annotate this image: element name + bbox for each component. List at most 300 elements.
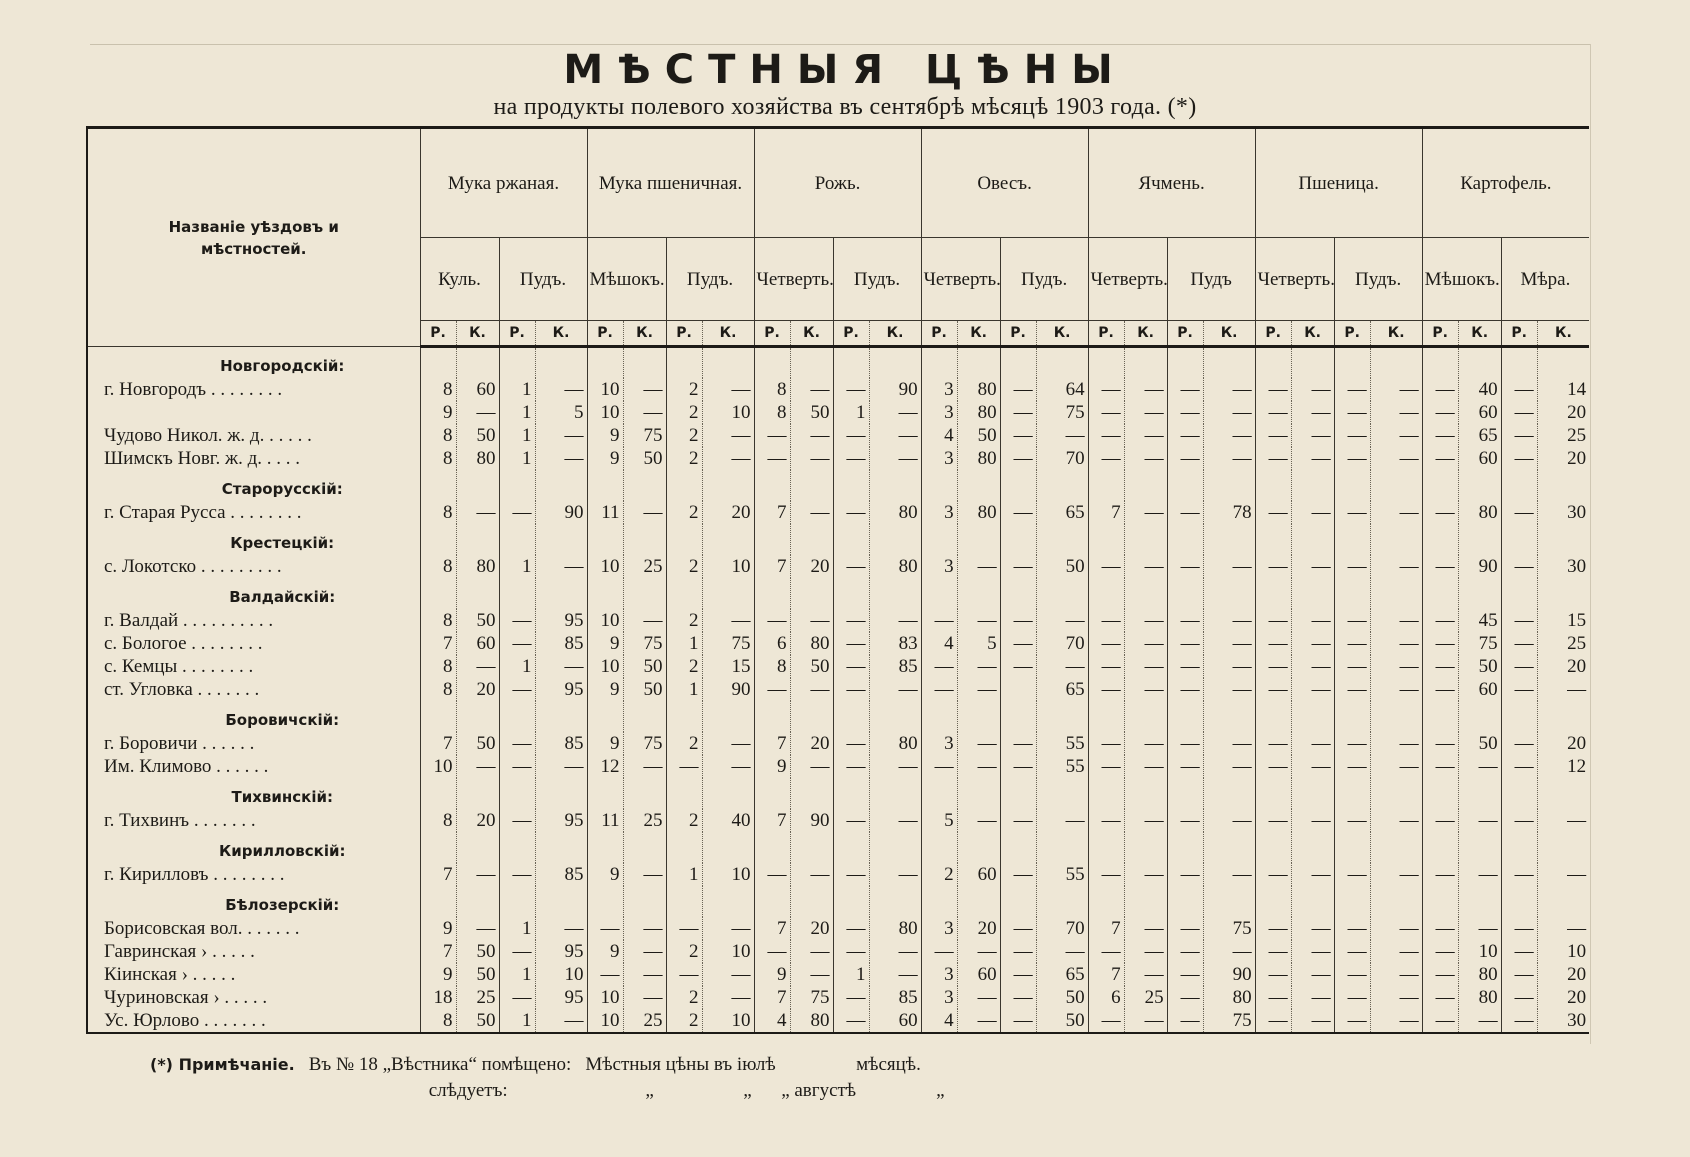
place-name: г. Старая Русса . . . . . . . .	[87, 501, 420, 524]
price-rubles: —	[1167, 678, 1203, 701]
price-rubles: —	[1334, 447, 1370, 470]
empty-cell	[1458, 578, 1501, 609]
kopecks-header: К.	[1458, 321, 1501, 347]
price-rubles: —	[1088, 447, 1124, 470]
empty-cell	[1088, 778, 1124, 809]
table-row	[87, 401, 1589, 424]
price-kopecks: 30	[1537, 1009, 1589, 1033]
price-rubles: 7	[754, 555, 790, 578]
price-kopecks: —	[1370, 378, 1422, 401]
prices-table	[86, 126, 1589, 1034]
empty-cell	[456, 578, 499, 609]
empty-cell	[1291, 778, 1334, 809]
table-row	[87, 678, 1589, 701]
price-kopecks: —	[1124, 447, 1167, 470]
price-kopecks: —	[1203, 940, 1255, 963]
price-kopecks: —	[1291, 732, 1334, 755]
empty-cell	[1124, 578, 1167, 609]
rubles-header: Р.	[1088, 321, 1124, 347]
price-rubles: —	[1088, 401, 1124, 424]
table-row	[87, 755, 1589, 778]
price-kopecks: 80	[1458, 501, 1501, 524]
kopecks-header: К.	[535, 321, 587, 347]
place-name: с. Бологое . . . . . . . .	[87, 632, 420, 655]
empty-cell	[1291, 832, 1334, 863]
price-kopecks: 10	[702, 555, 754, 578]
empty-cell	[1124, 524, 1167, 555]
empty-cell	[921, 701, 957, 732]
empty-cell	[1255, 832, 1291, 863]
place-name: Кiинская › . . . . .	[87, 963, 420, 986]
empty-cell	[499, 886, 535, 917]
empty-cell	[420, 778, 456, 809]
price-kopecks: —	[702, 447, 754, 470]
empty-cell	[499, 578, 535, 609]
price-kopecks: 83	[869, 632, 921, 655]
empty-cell	[869, 524, 921, 555]
price-kopecks: —	[869, 863, 921, 886]
price-rubles: —	[1501, 1009, 1537, 1033]
footnote-line1-b: Мѣстныя цѣны въ іюлѣ	[585, 1054, 776, 1075]
price-rubles: 3	[921, 555, 957, 578]
price-rubles: 9	[587, 447, 623, 470]
price-kopecks: —	[535, 1009, 587, 1033]
price-kopecks: 80	[869, 501, 921, 524]
empty-cell	[869, 778, 921, 809]
price-kopecks: —	[1203, 755, 1255, 778]
rubles-header: Р.	[1422, 321, 1458, 347]
price-kopecks: —	[1124, 678, 1167, 701]
empty-cell	[1000, 524, 1036, 555]
price-kopecks: —	[1370, 609, 1422, 632]
price-rubles: —	[833, 863, 869, 886]
empty-cell	[623, 347, 666, 379]
price-rubles: 1	[499, 401, 535, 424]
price-rubles: —	[1167, 917, 1203, 940]
price-kopecks: —	[1203, 447, 1255, 470]
table-row	[87, 632, 1589, 655]
empty-cell	[869, 701, 921, 732]
price-rubles: 7	[1088, 917, 1124, 940]
price-rubles: —	[1422, 378, 1458, 401]
price-rubles: 7	[754, 917, 790, 940]
price-kopecks: —	[1124, 424, 1167, 447]
price-rubles: —	[499, 678, 535, 701]
price-kopecks: —	[623, 609, 666, 632]
price-kopecks: —	[1124, 655, 1167, 678]
price-kopecks: 20	[1537, 986, 1589, 1009]
rubles-header: Р.	[754, 321, 790, 347]
empty-cell	[754, 832, 790, 863]
empty-cell	[1203, 347, 1255, 379]
place-name: ст. Угловка . . . . . . .	[87, 678, 420, 701]
price-kopecks: 25	[1537, 632, 1589, 655]
table-row	[87, 986, 1589, 1009]
price-kopecks: 90	[1203, 963, 1255, 986]
price-rubles: 9	[587, 863, 623, 886]
price-kopecks: 80	[790, 1009, 833, 1033]
price-rubles: —	[1422, 501, 1458, 524]
price-kopecks: —	[1291, 378, 1334, 401]
price-kopecks: —	[702, 609, 754, 632]
empty-cell	[666, 886, 702, 917]
price-kopecks: —	[1291, 986, 1334, 1009]
price-rubles: —	[1255, 555, 1291, 578]
price-rubles: —	[1088, 755, 1124, 778]
empty-cell	[1167, 578, 1203, 609]
price-rubles: —	[1000, 555, 1036, 578]
price-rubles: —	[499, 863, 535, 886]
unit-header: Мѣшокъ.	[587, 238, 666, 321]
price-rubles: 3	[921, 447, 957, 470]
price-kopecks: 5	[535, 401, 587, 424]
price-rubles: —	[833, 424, 869, 447]
empty-cell	[1291, 347, 1334, 379]
empty-cell	[1036, 886, 1088, 917]
price-rubles: —	[1000, 447, 1036, 470]
footnote-line2-e: „	[936, 1080, 945, 1101]
price-rubles: 3	[921, 917, 957, 940]
table-row	[87, 609, 1589, 632]
empty-cell	[1370, 347, 1422, 379]
price-kopecks: 65	[1458, 424, 1501, 447]
empty-cell	[1422, 832, 1458, 863]
empty-cell	[833, 578, 869, 609]
empty-cell	[1537, 778, 1589, 809]
price-rubles: —	[1501, 678, 1537, 701]
region-row	[87, 778, 1589, 809]
price-kopecks: 78	[1203, 501, 1255, 524]
price-rubles: —	[1088, 940, 1124, 963]
empty-cell	[833, 524, 869, 555]
empty-cell	[535, 347, 587, 379]
empty-cell	[1458, 524, 1501, 555]
price-kopecks: —	[623, 378, 666, 401]
price-rubles: 3	[921, 501, 957, 524]
price-kopecks: —	[702, 917, 754, 940]
empty-cell	[921, 578, 957, 609]
price-kopecks: —	[1370, 424, 1422, 447]
footnote	[150, 1052, 945, 1104]
price-kopecks: —	[1203, 632, 1255, 655]
price-kopecks: 25	[1124, 986, 1167, 1009]
price-rubles: —	[1422, 986, 1458, 1009]
price-rubles: 4	[921, 424, 957, 447]
empty-cell	[456, 347, 499, 379]
unit-header: Пудъ.	[1334, 238, 1422, 321]
price-rubles: 9	[587, 940, 623, 963]
price-kopecks: —	[1537, 809, 1589, 832]
price-rubles: —	[1000, 401, 1036, 424]
empty-cell	[1537, 470, 1589, 501]
price-rubles: —	[833, 632, 869, 655]
price-rubles: —	[1334, 424, 1370, 447]
region-name: Старорусскій:	[87, 470, 420, 501]
empty-cell	[1088, 578, 1124, 609]
price-rubles: —	[1088, 655, 1124, 678]
price-rubles: 3	[921, 401, 957, 424]
empty-cell	[587, 778, 623, 809]
price-rubles: —	[1000, 424, 1036, 447]
price-rubles: —	[1255, 963, 1291, 986]
price-rubles: 7	[1088, 501, 1124, 524]
empty-cell	[666, 701, 702, 732]
price-kopecks: —	[1370, 963, 1422, 986]
price-kopecks: 80	[456, 447, 499, 470]
empty-cell	[1458, 701, 1501, 732]
empty-cell	[1167, 470, 1203, 501]
price-rubles: 8	[420, 555, 456, 578]
price-rubles: 7	[420, 863, 456, 886]
empty-cell	[1458, 347, 1501, 379]
empty-cell	[957, 886, 1000, 917]
price-rubles: —	[1255, 755, 1291, 778]
empty-cell	[957, 578, 1000, 609]
price-rubles: —	[1501, 609, 1537, 632]
empty-cell	[921, 886, 957, 917]
empty-cell	[1334, 578, 1370, 609]
price-rubles: —	[1167, 863, 1203, 886]
price-kopecks: —	[1291, 863, 1334, 886]
price-rubles: —	[1334, 609, 1370, 632]
empty-cell	[535, 886, 587, 917]
table-row	[87, 940, 1589, 963]
empty-cell	[754, 470, 790, 501]
price-rubles: —	[1000, 940, 1036, 963]
price-rubles: 9	[420, 917, 456, 940]
price-rubles: —	[1000, 609, 1036, 632]
price-kopecks: 60	[957, 863, 1000, 886]
price-kopecks: —	[623, 917, 666, 940]
empty-cell	[957, 470, 1000, 501]
price-rubles: 18	[420, 986, 456, 1009]
empty-cell	[702, 524, 754, 555]
region-row	[87, 470, 1589, 501]
empty-cell	[1334, 886, 1370, 917]
table-body	[87, 347, 1589, 1034]
empty-cell	[1334, 347, 1370, 379]
price-kopecks: —	[1124, 632, 1167, 655]
price-kopecks: 80	[790, 632, 833, 655]
kopecks-header: К.	[702, 321, 754, 347]
empty-cell	[921, 832, 957, 863]
price-rubles: —	[833, 986, 869, 1009]
price-kopecks: 65	[1036, 678, 1088, 701]
price-kopecks: —	[1124, 1009, 1167, 1033]
price-kopecks: —	[535, 917, 587, 940]
price-rubles: —	[1255, 609, 1291, 632]
price-kopecks: —	[869, 809, 921, 832]
price-kopecks: 85	[535, 863, 587, 886]
empty-cell	[1167, 832, 1203, 863]
price-kopecks: —	[1036, 940, 1088, 963]
price-kopecks: —	[702, 378, 754, 401]
price-kopecks: —	[1124, 378, 1167, 401]
product-header-barley: Ячмень.	[1088, 128, 1255, 238]
empty-cell	[1255, 470, 1291, 501]
price-kopecks: 50	[790, 655, 833, 678]
price-kopecks: —	[1203, 401, 1255, 424]
place-name: Шимскъ Новг. ж. д. . . . .	[87, 447, 420, 470]
price-rubles	[1000, 678, 1036, 701]
price-kopecks: 75	[623, 424, 666, 447]
price-rubles: —	[1088, 555, 1124, 578]
empty-cell	[833, 701, 869, 732]
empty-cell	[623, 778, 666, 809]
price-rubles: —	[499, 732, 535, 755]
price-kopecks: —	[1291, 755, 1334, 778]
page-title: МѢСТНЫЯ ЦѢНЫ	[563, 47, 1127, 93]
empty-cell	[1537, 347, 1589, 379]
price-kopecks: 15	[1537, 609, 1589, 632]
price-kopecks: 75	[1036, 401, 1088, 424]
price-rubles: —	[1000, 755, 1036, 778]
price-rubles: —	[833, 678, 869, 701]
price-rubles: 10	[587, 655, 623, 678]
empty-cell	[1167, 701, 1203, 732]
unit-header: Четверть.	[1088, 238, 1167, 321]
price-kopecks: —	[623, 940, 666, 963]
price-rubles: —	[1501, 963, 1537, 986]
price-rubles: —	[1255, 1009, 1291, 1033]
price-rubles: 2	[666, 655, 702, 678]
price-rubles: —	[1422, 917, 1458, 940]
empty-cell	[754, 578, 790, 609]
price-kopecks: —	[1370, 555, 1422, 578]
price-kopecks: 20	[1537, 732, 1589, 755]
empty-cell	[754, 347, 790, 379]
empty-cell	[1291, 470, 1334, 501]
price-rubles: —	[1255, 863, 1291, 886]
price-kopecks: 64	[1036, 378, 1088, 401]
price-kopecks: 90	[869, 378, 921, 401]
empty-cell	[1124, 832, 1167, 863]
empty-cell	[587, 347, 623, 379]
price-kopecks: —	[1291, 678, 1334, 701]
price-rubles: —	[1334, 986, 1370, 1009]
unit-header: Пудъ.	[499, 238, 587, 321]
price-kopecks: 60	[1458, 678, 1501, 701]
price-kopecks: —	[535, 555, 587, 578]
empty-cell	[1334, 832, 1370, 863]
price-rubles: —	[666, 755, 702, 778]
price-kopecks: —	[869, 940, 921, 963]
price-kopecks: —	[1537, 917, 1589, 940]
price-rubles: —	[1501, 986, 1537, 1009]
price-rubles: —	[1501, 555, 1537, 578]
price-kopecks: —	[1124, 863, 1167, 886]
price-kopecks: 75	[623, 632, 666, 655]
kopecks-header: К.	[1036, 321, 1088, 347]
price-rubles: 2	[666, 940, 702, 963]
kopecks-header: К.	[957, 321, 1000, 347]
empty-cell	[1000, 778, 1036, 809]
unit-header: Мѣшокъ.	[1422, 238, 1501, 321]
price-kopecks: 10	[1537, 940, 1589, 963]
price-kopecks: 10	[702, 940, 754, 963]
price-rubles: 8	[754, 378, 790, 401]
price-kopecks: 55	[1036, 863, 1088, 886]
price-rubles: —	[921, 940, 957, 963]
price-rubles: —	[1334, 378, 1370, 401]
table-row	[87, 655, 1589, 678]
empty-cell	[666, 470, 702, 501]
price-rubles: —	[754, 424, 790, 447]
price-rubles: 6	[1088, 986, 1124, 1009]
price-rubles: —	[1000, 655, 1036, 678]
price-kopecks: —	[1291, 917, 1334, 940]
kopecks-header: К.	[1124, 321, 1167, 347]
price-kopecks: 5	[957, 632, 1000, 655]
price-kopecks: —	[1036, 809, 1088, 832]
price-kopecks: 50	[456, 732, 499, 755]
price-kopecks: 20	[957, 917, 1000, 940]
price-kopecks: —	[1124, 755, 1167, 778]
price-kopecks: —	[1370, 1009, 1422, 1033]
price-kopecks: 50	[456, 1009, 499, 1033]
region-row	[87, 347, 1589, 379]
price-rubles: —	[1422, 678, 1458, 701]
empty-cell	[1370, 778, 1422, 809]
price-kopecks: —	[1537, 863, 1589, 886]
empty-cell	[754, 524, 790, 555]
price-kopecks: —	[869, 609, 921, 632]
empty-cell	[456, 470, 499, 501]
price-rubles: 9	[420, 963, 456, 986]
empty-cell	[1370, 578, 1422, 609]
footnote-line1-c: мѣсяцѣ.	[856, 1054, 921, 1075]
price-rubles: 3	[921, 378, 957, 401]
price-kopecks: 50	[1458, 655, 1501, 678]
footnote-line2-c: „	[743, 1080, 752, 1101]
price-kopecks: 12	[1537, 755, 1589, 778]
price-rubles: —	[1501, 917, 1537, 940]
price-rubles: —	[1334, 732, 1370, 755]
price-rubles: 2	[666, 401, 702, 424]
kopecks-header: К.	[1291, 321, 1334, 347]
price-rubles: —	[1255, 917, 1291, 940]
price-rubles: —	[499, 940, 535, 963]
unit-header: Пудъ	[1167, 238, 1255, 321]
rubles-header: Р.	[833, 321, 869, 347]
price-rubles: —	[499, 609, 535, 632]
price-rubles: 8	[420, 447, 456, 470]
price-kopecks: —	[1291, 809, 1334, 832]
price-rubles: 2	[666, 447, 702, 470]
price-rubles: —	[1501, 632, 1537, 655]
price-rubles: —	[1000, 732, 1036, 755]
empty-cell	[1501, 578, 1537, 609]
price-kopecks: —	[790, 609, 833, 632]
footnote-line2-d: „ августѣ	[781, 1080, 857, 1101]
empty-cell	[623, 701, 666, 732]
empty-cell	[456, 701, 499, 732]
empty-cell	[1501, 347, 1537, 379]
empty-cell	[1088, 470, 1124, 501]
empty-cell	[1036, 701, 1088, 732]
price-rubles: 3	[921, 986, 957, 1009]
empty-cell	[921, 470, 957, 501]
empty-cell	[754, 886, 790, 917]
price-kopecks: —	[869, 678, 921, 701]
price-rubles: 2	[666, 609, 702, 632]
empty-cell	[702, 886, 754, 917]
price-rubles: —	[1167, 401, 1203, 424]
price-rubles: —	[1334, 755, 1370, 778]
price-kopecks: 85	[535, 632, 587, 655]
place-name: с. Локотско . . . . . . . . .	[87, 555, 420, 578]
empty-cell	[1370, 832, 1422, 863]
